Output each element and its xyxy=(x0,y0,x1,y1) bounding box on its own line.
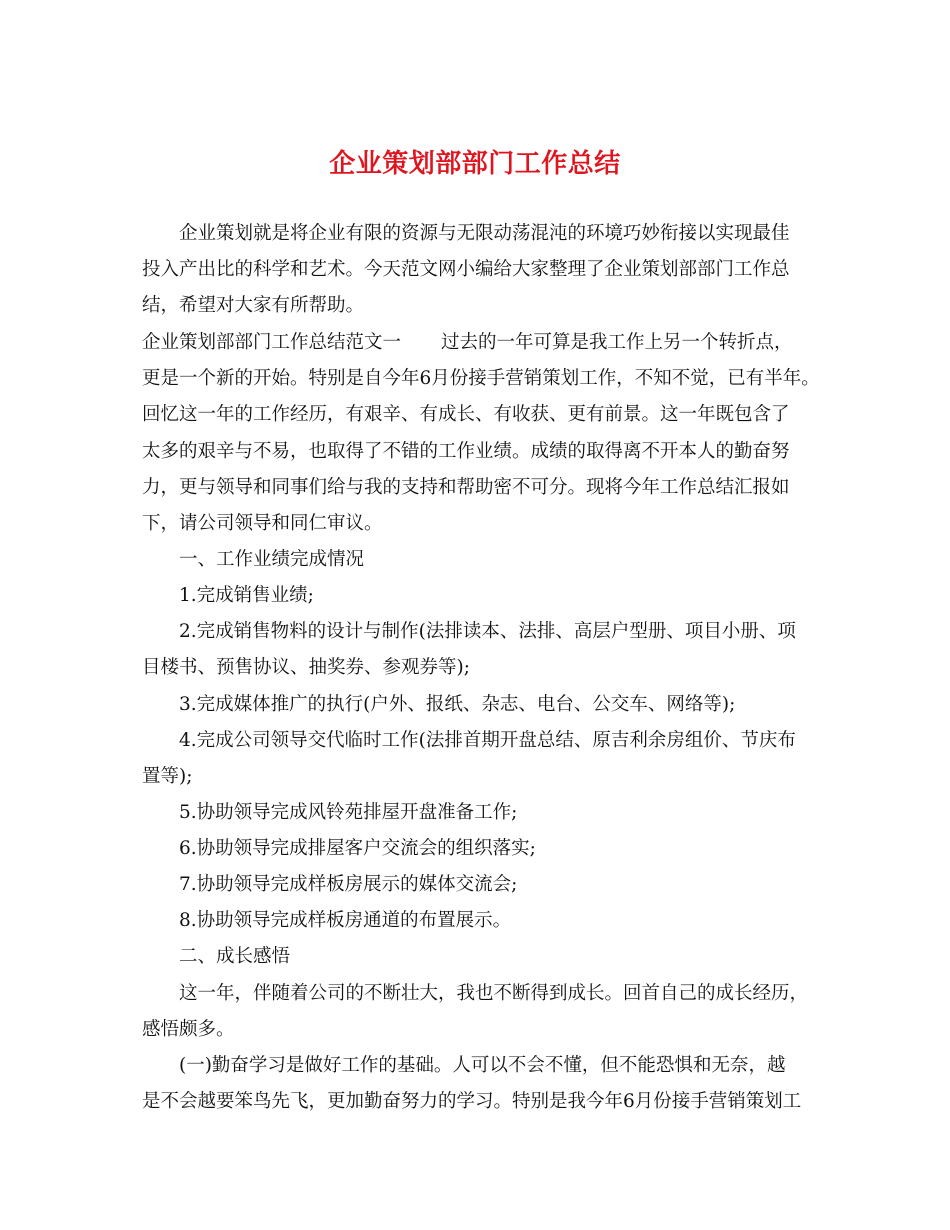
section-heading: 企业策划部部门工作总结范文一 xyxy=(142,332,402,353)
part1-heading: 一、工作业绩完成情况 xyxy=(179,549,365,570)
section-body-line-3: 太多的艰辛与不易，也取得了不错的工作业绩。成绩的取得离不开本人的勤奋努 xyxy=(142,441,790,462)
section-first-line: 过去的一年可算是我工作上另一个转折点， xyxy=(441,332,793,353)
item-line-9: 7.协助领导完成样板房展示的媒体交流会; xyxy=(179,874,518,895)
part2-line-1: 这一年，伴随着公司的不断壮大，我也不断得到成长。回首自己的成长经历， xyxy=(179,983,809,1004)
part2-heading: 二、成长感悟 xyxy=(179,946,291,967)
item-line-3: 目楼书、预售协议、抽奖券、参观券等); xyxy=(142,657,470,678)
item-line-4: 3.完成媒体推广的执行(户外、报纸、杂志、电台、公交车、网络等); xyxy=(179,694,736,715)
item-line-10: 8.协助领导完成样板房通道的布置展示。 xyxy=(179,910,512,931)
section-body-line-4: 力，更与领导和同事们给与我的支持和帮助密不可分。现将今年工作总结汇报如 xyxy=(142,477,790,498)
section-body-line-2: 回忆这一年的工作经历，有艰辛、有成长、有收获、更有前景。这一年既包含了 xyxy=(142,404,790,425)
intro-line-2: 投入产出比的科学和艺术。今天范文网小编给大家整理了企业策划部部门工作总 xyxy=(142,259,790,280)
item-line-2: 2.完成销售物料的设计与制作(法排读本、法排、高层户型册、项目小册、项 xyxy=(179,621,796,642)
item-line-1: 1.完成销售业绩; xyxy=(179,585,314,606)
part2-line-3: (一)勤奋学习是做好工作的基础。人可以不会不懂，但不能恐惧和无奈，越 xyxy=(179,1055,786,1076)
item-line-8: 6.协助领导完成排屋客户交流会的组织落实; xyxy=(179,838,536,859)
section-body-line-1: 更是一个新的开始。特别是自今年6月份接手营销策划工作，不知不觉，已有半年。 xyxy=(142,368,820,389)
document-title: 企业策划部部门工作总结 xyxy=(329,149,621,179)
intro-line-3: 结，希望对大家有所帮助。 xyxy=(142,295,365,316)
intro-line-1: 企业策划就是将企业有限的资源与无限动荡混沌的环境巧妙衔接以实现最佳 xyxy=(179,223,790,244)
item-line-7: 5.协助领导完成风铃苑排屋开盘准备工作; xyxy=(179,802,518,823)
part2-line-2: 感悟颇多。 xyxy=(142,1019,235,1040)
part2-line-4: 是不会越要笨鸟先飞，更加勤奋努力的学习。特别是我今年6月份接手营销策划工 xyxy=(142,1091,802,1112)
section-heading-line xyxy=(142,331,793,355)
item-line-6: 置等); xyxy=(142,766,193,787)
section-body-line-5: 下，请公司领导和同仁审议。 xyxy=(142,513,383,534)
item-line-5: 4.完成公司领导交代临时工作(法排首期开盘总结、原吉利余房组价、节庆布 xyxy=(179,730,796,751)
